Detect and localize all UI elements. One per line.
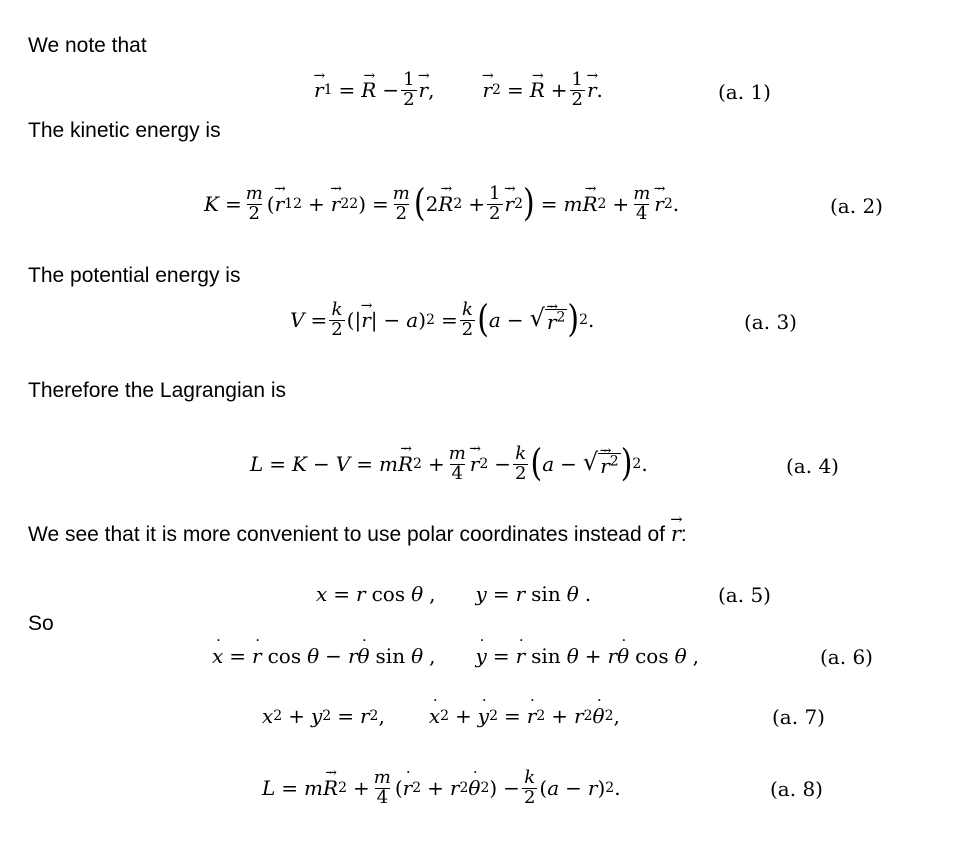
text-kinetic-energy: The kinetic energy is [28,119,221,142]
equation-tag-a2: (a. 2) [830,194,883,218]
equation-tag-a8: (a. 8) [770,777,823,801]
equation-tag-a1: (a. 1) [718,80,771,104]
text-polar-coordinates [28,522,687,547]
equation-tag-a6: (a. 6) [820,645,873,669]
text-so: So [28,612,54,635]
equation-tag-a4: (a. 4) [786,454,839,478]
equation-a4: L = K − V = m → R ˙ 2 + $\frac{m}{4}$ → r ˙ 2 − $\frac{k}{2}$ ( a − √ → r ˙$^2$ ) 2 . [250,434,648,494]
equation-tag-a5: (a. 5) [718,583,771,607]
equation-a6: x ˙ = r ˙ cos θ − r θ ˙ sin θ , y ˙ = r ˙ sin θ + r θ ˙ cos θ , [212,626,699,686]
equation-a2: K = $\frac{m}{2}$ ( → r ˙ 1 2 + → r ˙ 2 2 ) = $\frac{m}{2}$ ( 2 → R ˙ 2 + $\frac{1}{2}$ → r ˙ 2 ) = m → R ˙ 2 + $\frac{m}{4}$ → r ˙ 2 . [204,174,679,234]
equation-a7: x 2 + y 2 = r 2 , x ˙ 2 + y ˙ 2 = r ˙ 2 + r 2 θ ˙ 2 , [262,686,620,746]
equation-a1: → r 1 = → R − $\frac{1}{2}$ → r , → r 2 = → R + $\frac{1}{2}$ → r . [314,60,603,120]
text-we-note-that: We note that [28,34,147,57]
text-potential-energy: The potential energy is [28,264,241,287]
equation-a8: L = m → R ˙ 2 + $\frac{m}{4}$ ( r ˙ 2 + r 2 θ ˙ 2 ) − $\frac{k}{2}$ ( a − r ) 2 . [262,758,621,818]
text-polar-coordinates-label: We see that it is more convenient to use polar coordinates instead of [28,523,665,546]
equation-a3: V = $\frac{k}{2}$ (| → r | − a ) 2 = $\frac{k}{2}$ ( a − √ → r ˙$^2$ ) 2 . [290,290,594,350]
text-therefore-lagrangian: Therefore the Lagrangian is [28,379,286,402]
equation-tag-a7: (a. 7) [772,705,825,729]
equation-a5: x = r cos θ , y = r sin θ . [316,582,592,606]
vector-r-symbol: → r [671,522,681,546]
equation-tag-a3: (a. 3) [744,310,797,334]
text-polar-colon: : [680,523,687,546]
